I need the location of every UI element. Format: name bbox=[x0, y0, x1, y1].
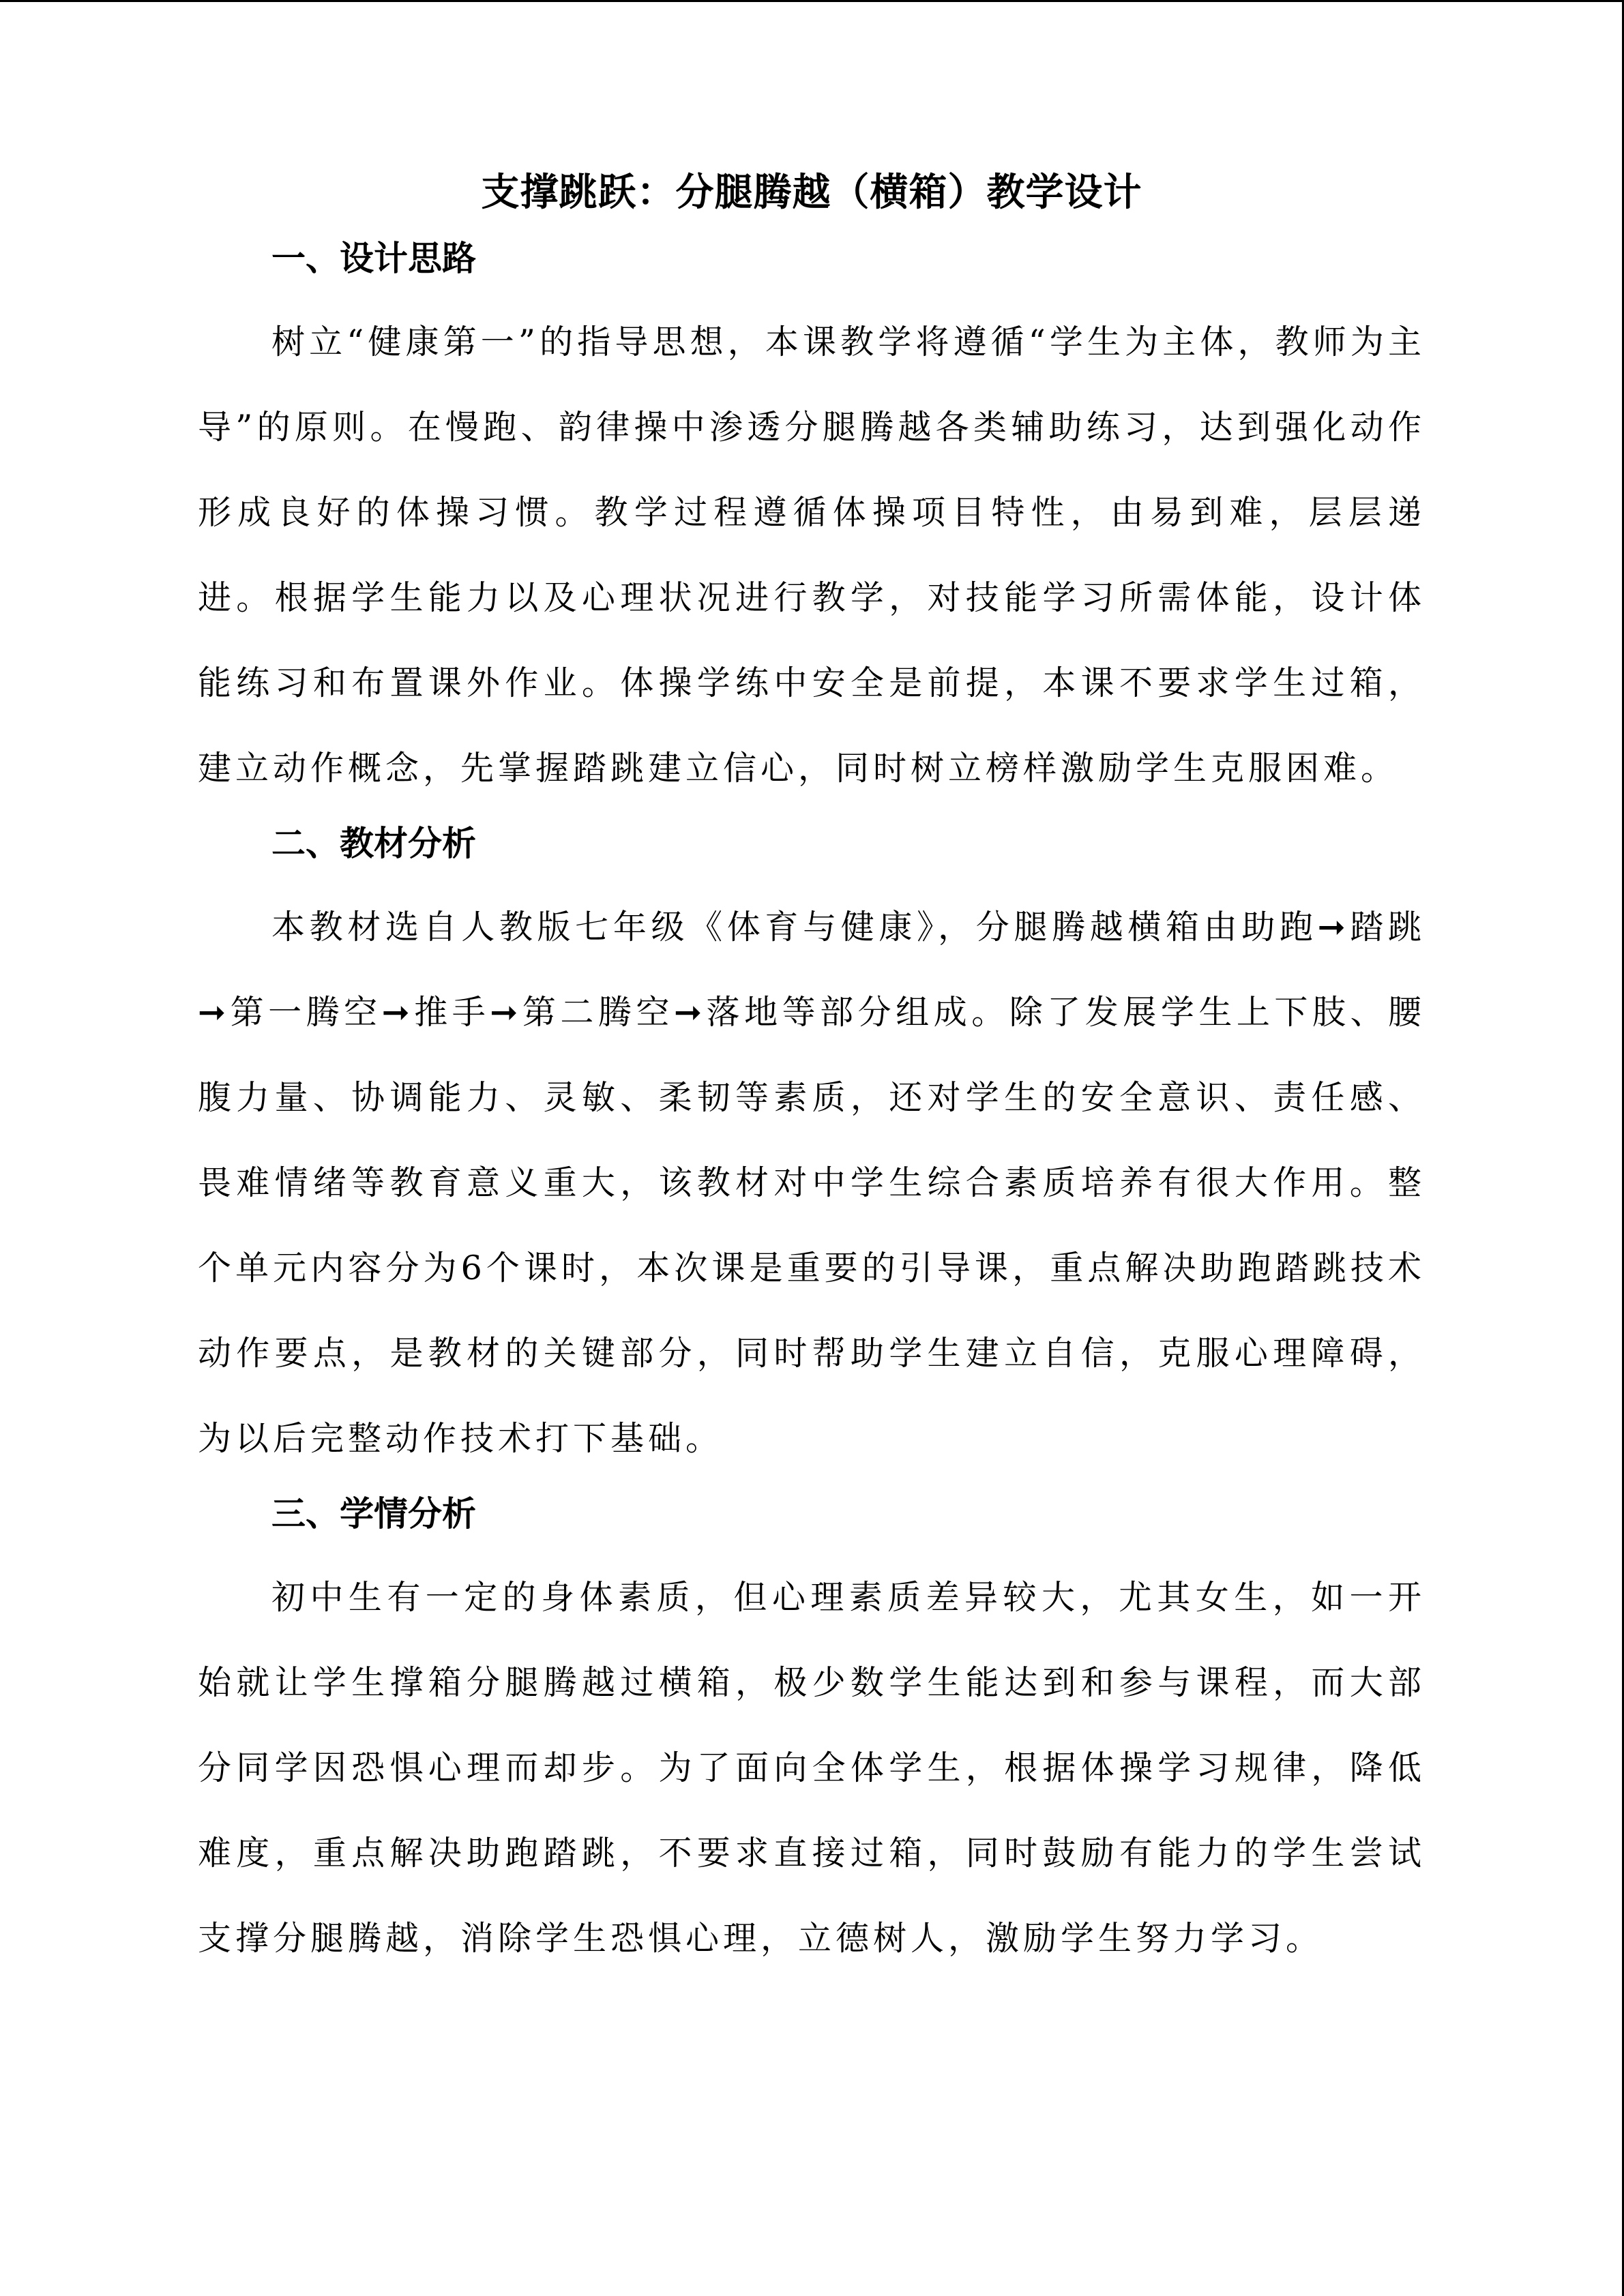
section-design-idea bbox=[198, 231, 1426, 811]
section-heading: 三、学情分析 bbox=[271, 1494, 476, 1534]
section-student-analysis bbox=[198, 1487, 1426, 1981]
section-paragraph: 树立“健康第一”的指导思想，本课教学将遵循“学生为主体，教师为主导”的原则。在慢跑、韵律操中渗透分腿腾越各类辅助练习，达到强化动作形成良好的体操习惯。教学过程遵循体操项目特性，由易到难，层层递进。根据学生能力以及心理状况进行教学，对技能学习所需体能，设计体能练习和布置课外作业。体操学练中安全是前提，本课不要求学生过箱，建立动作概念，先掌握踏跳建立信心，同时树立榜样激励学生克服困难。 bbox=[198, 323, 1426, 788]
section-heading: 二、教材分析 bbox=[271, 824, 476, 863]
section-heading: 一、设计思路 bbox=[271, 239, 476, 278]
document-title: 支撑跳跃：分腿腾越（横箱）教学设计 bbox=[481, 170, 1142, 215]
document-body bbox=[198, 160, 1426, 1986]
section-paragraph: 本教材选自人教版七年级《体育与健康》，分腿腾越横箱由助跑➞踏跳➞第一腾空➞推手➞第二腾空➞落地等部分组成。除了发展学生上下肢、腰腹力量、协调能力、灵敏、柔韧等素质，还对学生的安全意识、责任感、畏难情绪等教育意义重大，该教材对中学生综合素质培养有很大作用。整个单元内容分为6个课时，本次课是重要的引导课，重点解决助跑踏跳技术动作要点，是教材的关键部分，同时帮助学生建立自信，克服心理障碍，为以后完整动作技术打下基础。 bbox=[198, 908, 1426, 1458]
section-paragraph: 初中生有一定的身体素质，但心理素质差异较大，尤其女生，如一开始就让学生撑箱分腿腾越过横箱，极少数学生能达到和参与课程，而大部分同学因恐惧心理而却步。为了面向全体学生，根据体操学习规律，降低难度，重点解决助跑踏跳，不要求直接过箱，同时鼓励有能力的学生尝试支撑分腿腾越，消除学生恐惧心理，立德树人，激励学生努力学习。 bbox=[198, 1578, 1426, 1958]
section-material-analysis bbox=[198, 816, 1426, 1481]
